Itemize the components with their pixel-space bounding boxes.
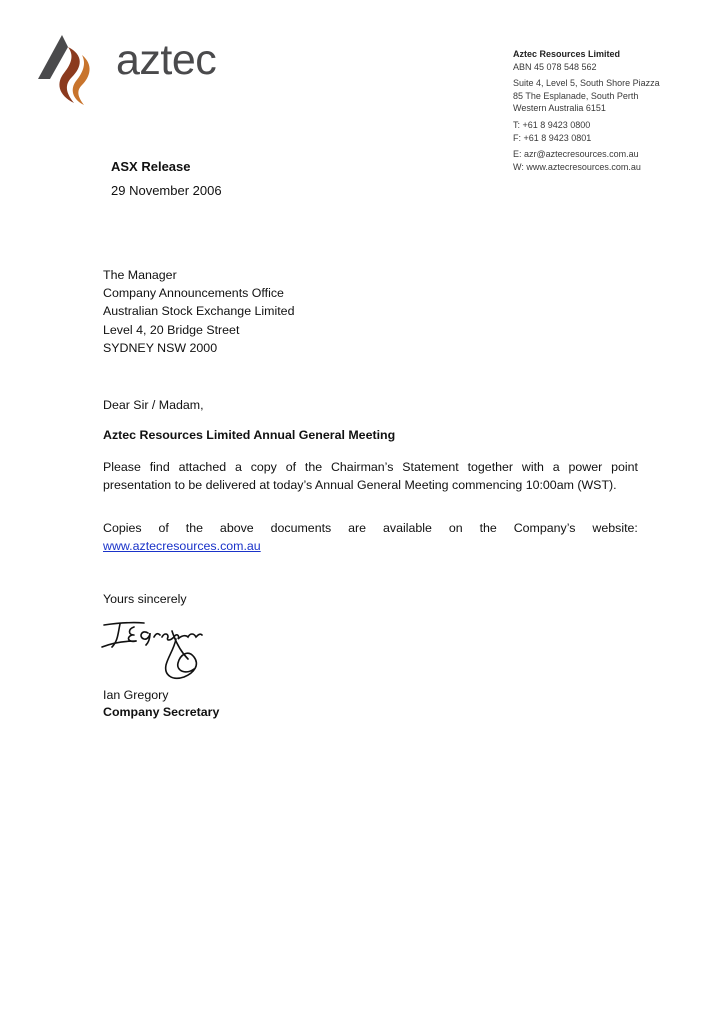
website-paragraph xyxy=(103,519,638,555)
recipient-address xyxy=(103,266,294,357)
address-line: SYDNEY NSW 2000 xyxy=(103,340,218,355)
closing: Yours sincerely xyxy=(103,592,187,606)
signer-name: Ian Gregory xyxy=(103,688,169,702)
letter-subject: Aztec Resources Limited Annual General Meeting xyxy=(103,428,396,442)
website-sentence: Copies of the above documents are available on the Company’s website: xyxy=(103,521,638,535)
address-line: Company Announcements Office xyxy=(103,286,284,301)
company-logo xyxy=(38,33,218,107)
logo-wordmark: aztec xyxy=(116,36,217,84)
address-line: The Manager xyxy=(103,268,177,282)
handwritten-signature xyxy=(98,613,218,685)
body-paragraph: Please find attached a copy of the Chairman’s Statement together with a power point presentation to be delivered at today’s Annual General Meeting commencing 10:00am (WST). xyxy=(103,460,638,492)
release-date: 29 November 2006 xyxy=(111,183,222,198)
aztec-flame-icon xyxy=(38,33,108,107)
salutation: Dear Sir / Madam, xyxy=(103,398,204,412)
company-email: E: azr@aztecresources.com.au xyxy=(513,149,639,160)
company-address-line: 85 The Esplanade, South Perth xyxy=(513,90,639,101)
company-website-link[interactable]: www.aztecresources.com.au xyxy=(103,539,261,553)
company-address-line: Western Australia 6151 xyxy=(513,103,606,114)
company-abn: ABN 45 078 548 562 xyxy=(513,61,597,72)
company-name: Aztec Resources Limited xyxy=(513,49,621,59)
address-line: Australian Stock Exchange Limited xyxy=(103,304,295,319)
company-website: W: www.aztecresources.com.au xyxy=(513,161,641,172)
signer-title: Company Secretary xyxy=(103,705,220,719)
company-details xyxy=(513,48,660,173)
address-line: Level 4, 20 Bridge Street xyxy=(103,322,240,337)
company-phone: T: +61 8 9423 0800 xyxy=(513,119,591,130)
company-address-line: Suite 4, Level 5, South Shore Piazza xyxy=(513,78,660,89)
company-fax: F: +61 8 9423 0801 xyxy=(513,132,592,143)
release-label: ASX Release xyxy=(111,159,191,174)
